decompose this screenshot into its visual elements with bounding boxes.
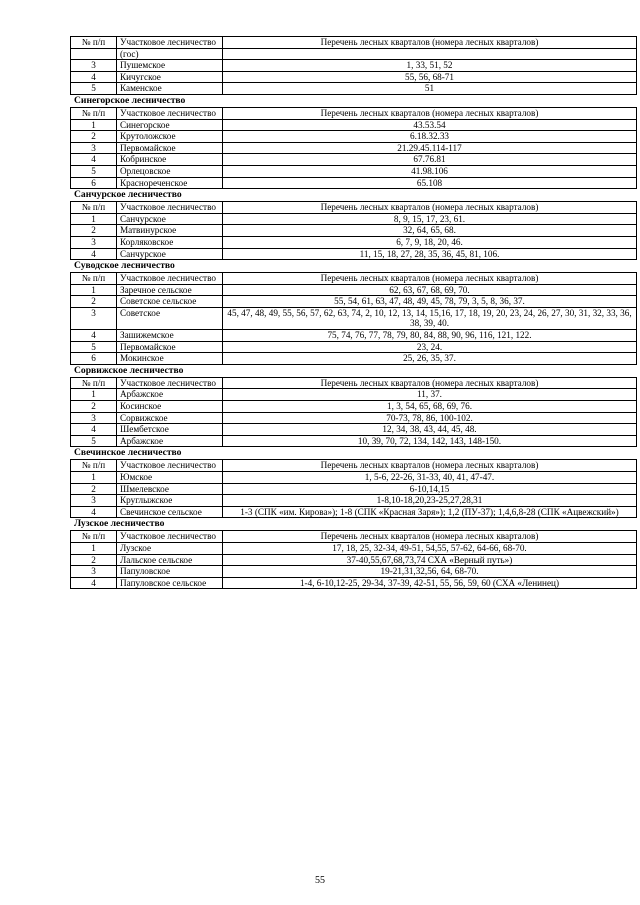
row-quarters: 75, 74, 76, 77, 78, 79, 80, 84, 88, 90, 96, 116, 121, 122. [223, 330, 637, 342]
row-forestry-name: Корляковское [117, 236, 223, 248]
forestry-table [70, 36, 637, 95]
row-quarters: 67.76.81 [223, 154, 637, 166]
row-quarters: 1-8,10-18,20,23-25,27,28,31 [223, 495, 637, 507]
row-quarters: 55, 56, 68-71 [223, 71, 637, 83]
forestry-table [70, 201, 637, 260]
row-number: 1 [71, 284, 117, 296]
row-quarters: 41.98.106 [223, 165, 637, 177]
header-quarters: Перечень лесных кварталов (номера лесных кварталов) [223, 531, 637, 543]
row-number: 1 [71, 119, 117, 131]
table-row [71, 248, 637, 260]
row-quarters: 1, 3, 54, 65, 68, 69, 76. [223, 401, 637, 413]
row-number: 5 [71, 341, 117, 353]
row-forestry-name: Папуловское [117, 566, 223, 578]
row-forestry-name: Юмское [117, 472, 223, 484]
row-quarters: 12, 34, 38, 43, 44, 45, 48. [223, 424, 637, 436]
table-row [71, 131, 637, 143]
section-title: Санчурское лесничество [74, 189, 182, 201]
table-header-row [71, 107, 637, 119]
table-row [71, 330, 637, 342]
table-header-row [71, 202, 637, 214]
table-header-row [71, 273, 637, 285]
row-quarters: 65.108 [223, 177, 637, 189]
header-quarters: Перечень лесных кварталов (номера лесных кварталов) [223, 377, 637, 389]
row-quarters: 43.53.54 [223, 119, 637, 131]
row-number: 4 [71, 154, 117, 166]
header-quarters: Перечень лесных кварталов (номера лесных кварталов) [223, 37, 637, 49]
row-forestry-name: Косинское [117, 401, 223, 413]
row-number: 6 [71, 353, 117, 365]
row-quarters: 8, 9, 15, 17, 23, 61. [223, 213, 637, 225]
header-num: № п/п [71, 460, 117, 472]
row-quarters: 32, 64, 65, 68. [223, 225, 637, 237]
row-quarters: 1-3 (СПК «им. Кирова»); 1-8 (СПК «Красная Заря»); 1,2 (ПУ-37); 1,4,6,8-28 (СПК «Ацвежский») [223, 506, 637, 518]
row-number: 3 [71, 412, 117, 424]
row-forestry-name: Орлецовское [117, 165, 223, 177]
row-forestry-name: Первомайское [117, 341, 223, 353]
row-quarters: 45, 47, 48, 49, 55, 56, 57, 62, 63, 74, 2, 10, 12, 13, 14, 15,16, 17, 18, 19, 20, 23, 24, 26, 27, 30, 31, 32, 33, 36, 38, 39, 40. [223, 307, 637, 329]
table-header-row [71, 377, 637, 389]
header-name: Участковое лесничество [117, 460, 223, 472]
header-name: Участковое лесничество [117, 202, 223, 214]
row-number: 5 [71, 435, 117, 447]
row-number: 5 [71, 83, 117, 95]
header-name: Участковое лесничество [117, 273, 223, 285]
row-forestry-name: Лузское [117, 542, 223, 554]
row-forestry-name: Шмелевское [117, 483, 223, 495]
table-row [71, 154, 637, 166]
table-row [71, 236, 637, 248]
row-quarters: 1, 5-6, 22-26, 31-33, 40, 41, 47-47. [223, 472, 637, 484]
row-forestry-name: Мокинское [117, 353, 223, 365]
row-number: 2 [71, 554, 117, 566]
section-title: Суводское лесничество [74, 260, 175, 272]
row-number: 1 [71, 213, 117, 225]
row-number: 5 [71, 165, 117, 177]
row-quarters: 1, 33, 51, 52 [223, 60, 637, 72]
row-forestry-name: Арбажское [117, 389, 223, 401]
row-quarters: 19-21,31,32,56, 64, 68-70. [223, 566, 637, 578]
row-quarters: 55, 54, 61, 63, 47, 48, 49, 45, 78, 79, 3, 5, 8, 36, 37. [223, 296, 637, 308]
row-forestry-name: Заречное сельское [117, 284, 223, 296]
header-quarters: Перечень лесных кварталов (номера лесных кварталов) [223, 107, 637, 119]
row-forestry-name: Советское сельское [117, 296, 223, 308]
header-quarters: Перечень лесных кварталов (номера лесных кварталов) [223, 202, 637, 214]
row-forestry-name: Матвинурское [117, 225, 223, 237]
table-header-row [71, 37, 637, 49]
row-forestry-name: Каменское [117, 83, 223, 95]
row-forestry-name: Зашижемское [117, 330, 223, 342]
forestry-table [70, 530, 637, 589]
forestry-table [70, 377, 637, 448]
header-name: Участковое лесничество [117, 37, 223, 49]
row-forestry-name: Кобринское [117, 154, 223, 166]
header-num: № п/п [71, 377, 117, 389]
row-quarters: 10, 39, 70, 72, 134, 142, 143, 148-150. [223, 435, 637, 447]
table-row [71, 424, 637, 436]
page-number: 55 [315, 875, 325, 886]
row-quarters: 6-10,14,15 [223, 483, 637, 495]
table-row [71, 83, 637, 95]
row-quarters: 62, 63, 67, 68, 69, 70. [223, 284, 637, 296]
forestry-table [70, 107, 637, 189]
row-number: 1 [71, 389, 117, 401]
row-forestry-name: (гос) [117, 48, 223, 60]
row-number: 2 [71, 225, 117, 237]
table-row [71, 353, 637, 365]
row-quarters: 25, 26, 35, 37. [223, 353, 637, 365]
section-title: Синегорское лесничество [74, 94, 186, 106]
table-row [71, 506, 637, 518]
table-header-row [71, 460, 637, 472]
row-number: 2 [71, 401, 117, 413]
header-name: Участковое лесничество [117, 531, 223, 543]
table-header-row [71, 531, 637, 543]
row-quarters: 6.18.32.33 [223, 131, 637, 143]
table-row [71, 71, 637, 83]
table-row [71, 401, 637, 413]
row-number: 4 [71, 577, 117, 589]
row-forestry-name: Санчурское [117, 248, 223, 260]
row-forestry-name: Пушемское [117, 60, 223, 72]
row-number: 1 [71, 472, 117, 484]
row-forestry-name: Советское [117, 307, 223, 329]
row-quarters: 23, 24. [223, 341, 637, 353]
row-quarters: 11, 15, 18, 27, 28, 35, 36, 45, 81, 106. [223, 248, 637, 260]
header-num: № п/п [71, 531, 117, 543]
row-forestry-name: Лальское сельское [117, 554, 223, 566]
row-number: 4 [71, 248, 117, 260]
row-forestry-name: Шембетское [117, 424, 223, 436]
table-row [71, 119, 637, 131]
row-quarters: 70-73, 78, 86, 100-102. [223, 412, 637, 424]
row-quarters: 51 [223, 83, 637, 95]
table-row [71, 60, 637, 72]
row-quarters: 37-40,55,67,68,73,74 СХА «Верный путь») [223, 554, 637, 566]
table-row [71, 412, 637, 424]
header-quarters: Перечень лесных кварталов (номера лесных кварталов) [223, 460, 637, 472]
table-row [71, 472, 637, 484]
table-row [71, 284, 637, 296]
row-number: 3 [71, 142, 117, 154]
table-row [71, 495, 637, 507]
row-forestry-name: Папуловское сельское [117, 577, 223, 589]
row-forestry-name: Свечинское сельское [117, 506, 223, 518]
forestry-table [70, 272, 637, 365]
table-row [71, 566, 637, 578]
row-quarters: 17, 18, 25, 32-34, 49-51, 54,55, 57-62, 64-66, 68-70. [223, 542, 637, 554]
table-row [71, 554, 637, 566]
row-quarters: 11, 37. [223, 389, 637, 401]
row-number: 1 [71, 542, 117, 554]
table-row [71, 177, 637, 189]
table-row [71, 483, 637, 495]
forestry-table [70, 459, 637, 518]
row-forestry-name: Кичугское [117, 71, 223, 83]
table-row [71, 577, 637, 589]
row-number: 3 [71, 307, 117, 329]
row-forestry-name: Крутоложское [117, 131, 223, 143]
row-forestry-name: Синегорское [117, 119, 223, 131]
section-title: Лузское лесничество [74, 518, 165, 530]
table-row [71, 48, 637, 60]
document-page [70, 36, 636, 589]
row-quarters: 21.29.45.114-117 [223, 142, 637, 154]
row-number: 2 [71, 131, 117, 143]
table-row [71, 341, 637, 353]
header-num: № п/п [71, 37, 117, 49]
row-number: 4 [71, 330, 117, 342]
row-number: 4 [71, 506, 117, 518]
row-number: 4 [71, 424, 117, 436]
row-number: 3 [71, 236, 117, 248]
header-name: Участковое лесничество [117, 107, 223, 119]
header-name: Участковое лесничество [117, 377, 223, 389]
table-row [71, 296, 637, 308]
header-num: № п/п [71, 107, 117, 119]
section-title: Свечинское лесничество [74, 447, 182, 459]
table-row [71, 213, 637, 225]
row-number: 6 [71, 177, 117, 189]
table-row [71, 542, 637, 554]
row-number: 4 [71, 71, 117, 83]
row-quarters [223, 48, 637, 60]
row-number: 3 [71, 566, 117, 578]
row-number [71, 48, 117, 60]
row-forestry-name: Санчурское [117, 213, 223, 225]
row-forestry-name: Арбажское [117, 435, 223, 447]
header-num: № п/п [71, 202, 117, 214]
row-number: 2 [71, 483, 117, 495]
row-forestry-name: Первомайское [117, 142, 223, 154]
row-quarters: 6, 7, 9, 18, 20, 46. [223, 236, 637, 248]
row-number: 3 [71, 60, 117, 72]
row-forestry-name: Сорвижское [117, 412, 223, 424]
header-num: № п/п [71, 273, 117, 285]
table-row [71, 142, 637, 154]
table-row [71, 225, 637, 237]
row-number: 2 [71, 296, 117, 308]
table-row [71, 389, 637, 401]
header-quarters: Перечень лесных кварталов (номера лесных кварталов) [223, 273, 637, 285]
row-forestry-name: Круглыжское [117, 495, 223, 507]
row-number: 3 [71, 495, 117, 507]
row-quarters: 1-4, 6-10,12-25, 29-34, 37-39, 42-51, 55, 56, 59, 60 (СХА «Ленинец) [223, 577, 637, 589]
table-row [71, 307, 637, 329]
row-forestry-name: Краснореченское [117, 177, 223, 189]
table-row [71, 435, 637, 447]
table-row [71, 165, 637, 177]
section-title: Сорвижское лесничество [74, 364, 184, 376]
